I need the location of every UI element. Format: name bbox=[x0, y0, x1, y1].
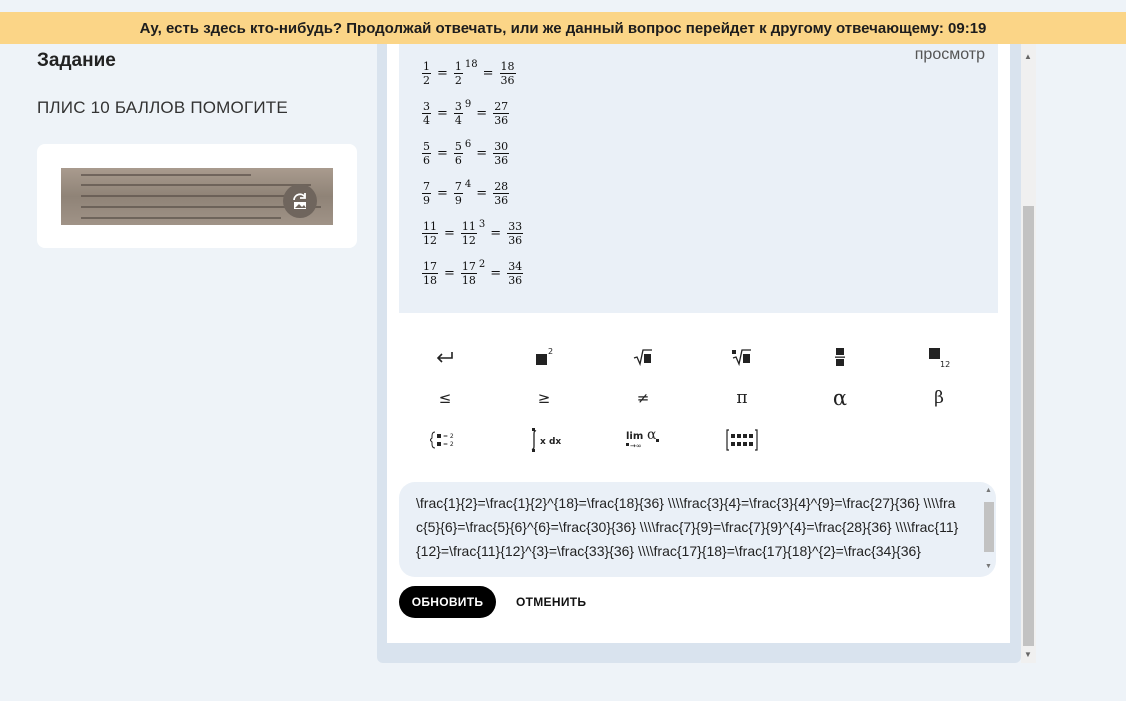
numerator: 1 bbox=[423, 60, 430, 73]
svg-text:α: α bbox=[647, 428, 657, 443]
fraction-middle bbox=[454, 141, 463, 166]
numerator: 7 bbox=[423, 180, 430, 193]
exponent: 3 bbox=[478, 219, 486, 230]
fraction-middle bbox=[454, 61, 463, 86]
denominator: 9 bbox=[454, 194, 462, 207]
superscript-icon[interactable] bbox=[524, 343, 564, 371]
update-button[interactable]: ОБНОВИТЬ bbox=[399, 586, 496, 618]
svg-text:→∞: →∞ bbox=[630, 442, 642, 450]
rotate-image-icon[interactable] bbox=[283, 184, 317, 218]
fraction-result bbox=[507, 261, 523, 286]
fraction-middle bbox=[454, 181, 463, 206]
denominator: 36 bbox=[494, 154, 509, 167]
fraction-left bbox=[422, 101, 431, 126]
formula-row bbox=[421, 141, 510, 166]
latex-input-text[interactable]: \frac{1}{2}=\frac{1}{2}^{18}=\frac{18}{36} \\\\frac{3}{4}=\frac{3}{4}^{9}=\frac{27}{36} \\\\frac{5}{6}=\frac{5}{6}^{6}=\frac{30}{36} \\\\frac{7}{9}=\frac{7}{9}^{4}=\frac{28}{36} \\\\frac{11}{12}=\frac{11}{12}^{3}=\frac{33}{36} \\\\frac{17}{18}=\frac{17}{18}^{2}=\frac{34}{36} bbox=[416, 495, 959, 559]
formula-row bbox=[421, 181, 510, 206]
fraction-result bbox=[493, 101, 509, 126]
equals-sign: = bbox=[476, 146, 488, 161]
equals-sign: = bbox=[444, 226, 455, 241]
denominator: 36 bbox=[494, 114, 509, 127]
equals-sign: = bbox=[437, 186, 448, 201]
alpha-button[interactable]: α bbox=[832, 386, 848, 410]
denominator: 2 bbox=[454, 74, 462, 87]
fraction-icon[interactable] bbox=[820, 343, 860, 371]
fraction-left bbox=[422, 221, 438, 246]
fraction-result bbox=[493, 141, 509, 166]
numerator: 3 bbox=[454, 100, 462, 113]
denominator: 12 bbox=[423, 234, 437, 247]
denominator: 18 bbox=[461, 274, 476, 287]
formula-row bbox=[421, 61, 517, 86]
numerator: 5 bbox=[423, 140, 430, 153]
equals-sign: = bbox=[476, 186, 488, 201]
latex-input[interactable] bbox=[399, 482, 996, 577]
denominator: 6 bbox=[423, 154, 430, 167]
pi-button[interactable]: π bbox=[736, 388, 748, 408]
latex-scrollbar[interactable]: ▲ ▼ bbox=[982, 486, 994, 574]
exponent: 4 bbox=[464, 179, 472, 190]
denominator: 36 bbox=[494, 194, 509, 207]
svg-text:x dx: x dx bbox=[540, 437, 562, 447]
denominator: 9 bbox=[423, 194, 430, 207]
fraction-middle bbox=[461, 261, 477, 286]
exponent: 6 bbox=[464, 139, 472, 150]
editor-scrollbar[interactable]: ▲ ▼ bbox=[1021, 44, 1036, 663]
svg-text:= 2: = 2 bbox=[443, 433, 454, 440]
numerator: 17 bbox=[423, 260, 437, 273]
svg-text:= 2: = 2 bbox=[443, 441, 454, 448]
beta-button[interactable]: β bbox=[934, 388, 944, 408]
fraction-left bbox=[422, 181, 431, 206]
equals-sign: = bbox=[490, 266, 502, 281]
numerator: 30 bbox=[494, 140, 509, 153]
inactivity-warning-banner bbox=[0, 12, 1126, 44]
attachment-card bbox=[37, 144, 357, 248]
equals-sign: = bbox=[482, 66, 494, 81]
less-equal-button[interactable]: ≤ bbox=[438, 389, 452, 407]
fraction-left bbox=[422, 61, 431, 86]
exponent: 9 bbox=[464, 99, 472, 110]
system-icon[interactable] bbox=[425, 426, 465, 454]
svg-text:2: 2 bbox=[548, 347, 554, 356]
numerator: 17 bbox=[461, 260, 476, 273]
greater-equal-button[interactable]: ≥ bbox=[537, 389, 551, 407]
fraction-left bbox=[422, 141, 431, 166]
numerator: 7 bbox=[454, 180, 462, 193]
equals-sign: = bbox=[437, 66, 448, 81]
editor-scrollbar-thumb[interactable] bbox=[1023, 206, 1034, 646]
numerator: 1 bbox=[454, 60, 462, 73]
matrix-icon[interactable] bbox=[722, 426, 762, 454]
denominator: 18 bbox=[423, 274, 437, 287]
exponent: 2 bbox=[478, 259, 486, 270]
subscript-icon[interactable] bbox=[919, 343, 959, 371]
equals-sign: = bbox=[437, 146, 448, 161]
numerator: 5 bbox=[454, 140, 462, 153]
numerator: 18 bbox=[500, 60, 515, 73]
fraction-result bbox=[493, 181, 509, 206]
preview-label: просмотр bbox=[914, 46, 985, 63]
numerator: 33 bbox=[508, 220, 523, 233]
nth-root-icon[interactable] bbox=[722, 343, 762, 371]
not-equal-button[interactable]: ≠ bbox=[636, 389, 650, 407]
denominator: 36 bbox=[508, 234, 523, 247]
denominator: 36 bbox=[500, 74, 515, 87]
formula-preview bbox=[399, 44, 998, 313]
equals-sign: = bbox=[444, 266, 455, 281]
sqrt-icon[interactable] bbox=[623, 343, 663, 371]
formula-row bbox=[421, 101, 510, 126]
integral-icon[interactable] bbox=[524, 426, 568, 454]
svg-text:12: 12 bbox=[940, 360, 951, 368]
denominator: 12 bbox=[461, 234, 476, 247]
denominator: 6 bbox=[454, 154, 462, 167]
denominator: 4 bbox=[423, 114, 430, 127]
svg-text:lim: lim bbox=[626, 431, 644, 442]
fraction-left bbox=[422, 261, 438, 286]
newline-icon[interactable] bbox=[425, 343, 465, 371]
exponent: 18 bbox=[464, 59, 478, 70]
formula-row bbox=[421, 261, 524, 286]
denominator: 36 bbox=[508, 274, 523, 287]
numerator: 34 bbox=[508, 260, 523, 273]
equals-sign: = bbox=[490, 226, 502, 241]
numerator: 27 bbox=[494, 100, 509, 113]
limit-icon[interactable] bbox=[623, 426, 667, 454]
numerator: 11 bbox=[423, 220, 437, 233]
denominator: 4 bbox=[454, 114, 462, 127]
fraction-result bbox=[500, 61, 516, 86]
fraction-middle bbox=[454, 101, 463, 126]
task-title: Задание bbox=[37, 50, 116, 71]
numerator: 28 bbox=[494, 180, 509, 193]
formula-row bbox=[421, 221, 524, 246]
fraction-result bbox=[507, 221, 523, 246]
denominator: 2 bbox=[423, 74, 430, 87]
banner-text: Ау, есть здесь кто-нибудь? Продолжай отвечать, или же данный вопрос перейдет к другому отвечающему: 09:19 bbox=[139, 19, 987, 37]
numerator: 11 bbox=[461, 220, 476, 233]
task-text: ПЛИС 10 БАЛЛОВ ПОМОГИТЕ bbox=[37, 98, 288, 117]
equals-sign: = bbox=[437, 106, 448, 121]
cancel-button[interactable]: ОТМЕНИТЬ bbox=[516, 595, 587, 609]
fraction-middle bbox=[461, 221, 477, 246]
equals-sign: = bbox=[476, 106, 488, 121]
numerator: 3 bbox=[423, 100, 430, 113]
attachment-thumbnail[interactable] bbox=[61, 168, 333, 225]
